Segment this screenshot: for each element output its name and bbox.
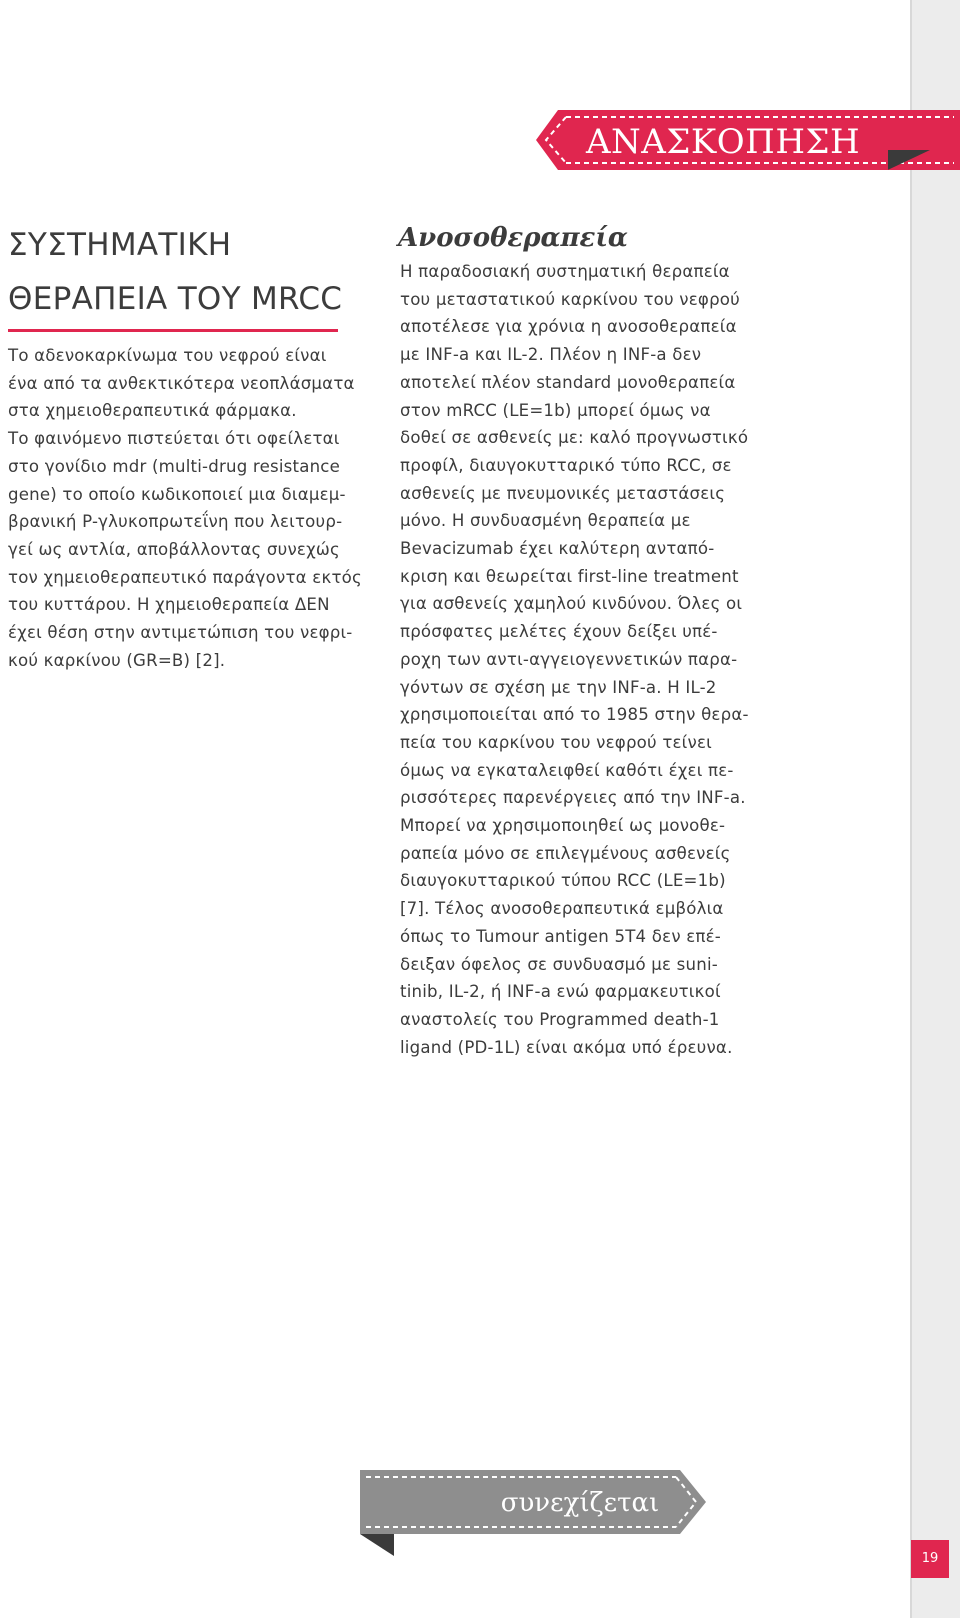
text-line: δοθεί σε ασθενείς με: καλό προγνωστικό (400, 428, 749, 448)
text-line: βρανική P-γλυκοπρωτεΐνη που λειτουρ- (8, 512, 343, 532)
text-line: ραπεία μόνο σε επιλεγμένους ασθενείς (400, 843, 731, 863)
text-line: gene) το οποίο κωδικοποιεί μια διαμεμ- (8, 484, 346, 504)
text-line: έχει θέση στην αντιμετώπιση του νεφρι- (8, 623, 353, 643)
text-line: αναστολείς του Programmed death-1 (400, 1009, 720, 1029)
text-line: ροχη των αντι-αγγειογεννετικών παρα- (400, 649, 738, 669)
text-line: του κυττάρου. Η χημειοθεραπεία ΔΕΝ (8, 595, 330, 615)
text-line: για ασθενείς χαμηλού κινδύνου. Όλες οι (400, 594, 743, 614)
text-line: χρησιμοποιείται από το 1985 στην θερα- (400, 705, 749, 725)
text-line: στα χημειοθεραπευτικά φάρμακα. (8, 401, 297, 421)
left-column-paragraph (8, 342, 380, 674)
text-line: αποτέλεσε για χρόνια η ανοσοθεραπεία (400, 317, 737, 337)
right-column-paragraph (400, 258, 772, 1061)
text-line: προφίλ, διαυγοκυτταρικό τύπο RCC, σε (400, 455, 732, 475)
text-line: Μπορεί να χρησιμοποιηθεί ως μονοθε- (400, 816, 726, 836)
immunotherapy-heading: Ανοσοθεραπεία (398, 223, 628, 253)
text-line: όπως το Tumour antigen 5T4 δεν επέ- (400, 926, 721, 946)
text-line: μόνο. Η συνδυασμένη θεραπεία με (400, 511, 691, 531)
section-title-line-1: ΣΥΣΤΗΜΑΤΙΚΗ (8, 227, 232, 263)
text-line: ένα από τα ανθεκτικότερα νεοπλάσματα (8, 373, 355, 393)
text-line: τον χημειοθεραπευτικό παράγοντα εκτός (8, 567, 362, 587)
text-line: tinib, IL-2, ή INF-a ενώ φαρμακευτικοί (400, 982, 721, 1002)
text-line: πεία του καρκίνου του νεφρού τείνει (400, 732, 712, 752)
text-line: όμως να εγκαταλειφθεί καθότι έχει πε- (400, 760, 734, 780)
text-line: Η παραδοσιακή συστηματική θεραπεία (400, 262, 730, 281)
section-title-line-2: ΘΕΡΑΠΕΙΑ ΤΟΥ MRCC (8, 281, 343, 317)
text-line: αποτελεί πλέον standard μονοθεραπεία (400, 372, 736, 392)
text-line: Το αδενοκαρκίνωμα του νεφρού είναι (8, 346, 327, 365)
text-line: ασθενείς με πνευμονικές μεταστάσεις (400, 483, 726, 503)
text-line: του μεταστατικού καρκίνου του νεφρού (400, 289, 740, 309)
text-line: κριση και θεωρείται first-line treatment (400, 566, 739, 586)
continued-banner (360, 1470, 706, 1566)
text-line: διαυγοκυτταρικού τύπου RCC (LE=1b) (400, 871, 726, 891)
text-line: γόντων σε σχέση με την INF-a. Η IL-2 (400, 677, 717, 697)
continued-label: συνεχίζεται (500, 1488, 660, 1518)
section-label: ΑΝΑΣΚΟΠΗΣΗ (586, 122, 861, 162)
title-underline (8, 329, 338, 332)
text-line: κού καρκίνου (GR=B) [2]. (8, 650, 226, 670)
text-line: δειξαν όφελος σε συνδυασμό με suni- (400, 954, 718, 974)
text-line: στον mRCC (LE=1b) μπορεί όμως να (400, 400, 711, 420)
page-number: 19 (911, 1540, 949, 1578)
text-line: Bevacizumab έχει καλύτερη ανταπό- (400, 539, 715, 559)
text-line: Το φαινόμενο πιστεύεται ότι οφείλεται (8, 429, 340, 449)
text-line: ligand (PD-1L) είναι ακόμα υπό έρευνα. (400, 1037, 733, 1057)
text-line: με INF-a και IL-2. Πλέον η INF-a δεν (400, 345, 702, 365)
section-title (8, 218, 353, 326)
text-line: πρόσφατες μελέτες έχουν δείξει υπέ- (400, 622, 718, 642)
text-line: ρισσότερες παρενέργειες από την INF-a. (400, 788, 746, 808)
text-line: γεί ως αντλία, αποβάλλοντας συνεχώς (8, 539, 340, 559)
text-line: [7]. Τέλος ανοσοθεραπευτικά εμβόλια (400, 899, 724, 919)
section-banner (536, 110, 960, 178)
page-edge-strip (910, 0, 960, 1618)
text-line: στο γονίδιο mdr (multi-drug resistance (8, 456, 341, 476)
